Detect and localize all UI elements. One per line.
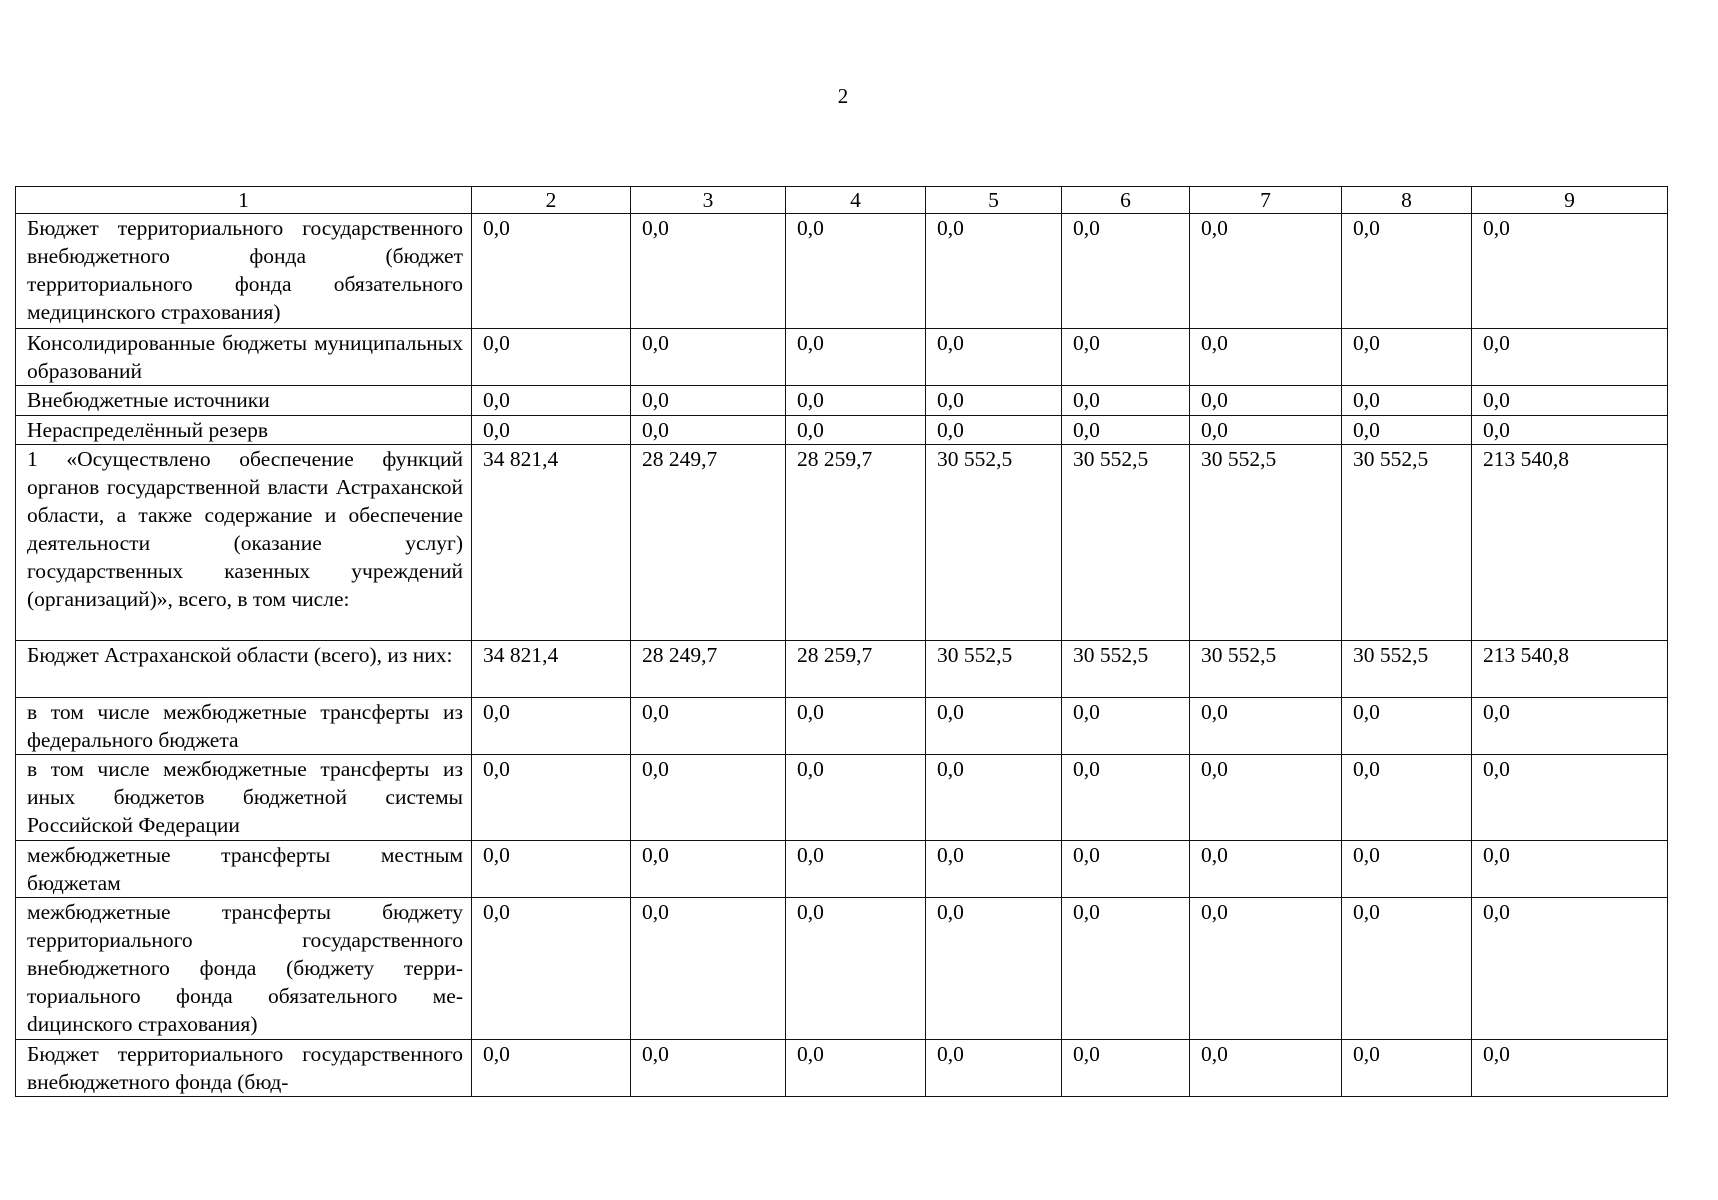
table-row [16,898,1668,1040]
value-cell-col-6: 0,0 [1062,841,1190,898]
value-cell-col-3: 0,0 [631,755,786,841]
value-cell-col-8: 30 552,5 [1342,641,1472,698]
column-header-2: 2 [472,187,631,214]
value-cell-col-2: 0,0 [472,755,631,841]
row-label: межбюджетные трансферты местным бюджетам [16,841,472,898]
row-label: в том числе межбюджетные трансферты из иных бюджетов бюджетной системы Российской Федерации [16,755,472,841]
value-cell-col-2: 34 821,4 [472,641,631,698]
value-cell-col-8: 0,0 [1342,386,1472,416]
value-cell-col-9: 213 540,8 [1472,641,1668,698]
value-cell-col-5: 0,0 [926,386,1062,416]
value-cell-col-2: 0,0 [472,386,631,416]
value-cell-col-6: 0,0 [1062,214,1190,329]
value-cell-col-8: 0,0 [1342,755,1472,841]
value-cell-col-2: 34 821,4 [472,445,631,641]
value-cell-col-5: 30 552,5 [926,641,1062,698]
value-cell-col-9: 0,0 [1472,698,1668,755]
value-cell-col-4: 0,0 [786,755,926,841]
value-cell-col-3: 28 249,7 [631,445,786,641]
column-header-3: 3 [631,187,786,214]
column-header-1: 1 [16,187,472,214]
table-row [16,214,1668,329]
value-cell-col-2: 0,0 [472,841,631,898]
row-label: Бюджет территориального государственного внебюджетного фонда (бюджет территориального фонда обязательного медицинского страхования) [16,214,472,329]
value-cell-col-4: 0,0 [786,841,926,898]
value-cell-col-7: 0,0 [1190,841,1342,898]
value-cell-col-4: 0,0 [786,416,926,445]
value-cell-col-7: 0,0 [1190,698,1342,755]
value-cell-col-8: 0,0 [1342,698,1472,755]
value-cell-col-5: 0,0 [926,841,1062,898]
value-cell-col-5: 0,0 [926,698,1062,755]
value-cell-col-9: 0,0 [1472,841,1668,898]
value-cell-col-8: 0,0 [1342,1040,1472,1097]
row-label: межбюджетные трансферты бюджету территориального государственного внебюджетного фонда (бюджету территориального фонда обязательного меdицинского страхования) [16,898,472,1040]
value-cell-col-8: 0,0 [1342,898,1472,1040]
row-label: Нераспределённый резерв [16,416,472,445]
value-cell-col-4: 0,0 [786,1040,926,1097]
value-cell-col-3: 0,0 [631,698,786,755]
row-label: Бюджет территориального государственного внебюджетного фонда (бюд- [16,1040,472,1097]
value-cell-col-3: 0,0 [631,416,786,445]
table-row [16,329,1668,386]
value-cell-col-7: 0,0 [1190,386,1342,416]
value-cell-col-7: 0,0 [1190,755,1342,841]
value-cell-col-5: 0,0 [926,755,1062,841]
table-header [16,187,1668,214]
value-cell-col-6: 0,0 [1062,329,1190,386]
value-cell-col-3: 0,0 [631,214,786,329]
row-label: 1 «Осуществлено обеспечение функций органов государственной власти Астраханской области, а также содержание и обеспечение деятельности (оказание услуг) государственных казенных учреждений (организаций)», всего, в том числе: [16,445,472,641]
value-cell-col-5: 30 552,5 [926,445,1062,641]
value-cell-col-4: 0,0 [786,214,926,329]
value-cell-col-9: 213 540,8 [1472,445,1668,641]
value-cell-col-7: 0,0 [1190,329,1342,386]
value-cell-col-7: 0,0 [1190,1040,1342,1097]
column-header-4: 4 [786,187,926,214]
row-label: Внебюджетные источники [16,386,472,416]
value-cell-col-9: 0,0 [1472,214,1668,329]
value-cell-col-6: 0,0 [1062,1040,1190,1097]
column-header-8: 8 [1342,187,1472,214]
budget-table [15,186,1668,1097]
value-cell-col-6: 30 552,5 [1062,445,1190,641]
value-cell-col-4: 0,0 [786,386,926,416]
table-row [16,386,1668,416]
value-cell-col-4: 0,0 [786,898,926,1040]
value-cell-col-3: 0,0 [631,1040,786,1097]
table-row [16,445,1668,641]
table-body [16,214,1668,1097]
value-cell-col-4: 28 259,7 [786,641,926,698]
value-cell-col-7: 0,0 [1190,214,1342,329]
page-number: 2 [837,84,849,108]
value-cell-col-3: 28 249,7 [631,641,786,698]
value-cell-col-9: 0,0 [1472,898,1668,1040]
value-cell-col-2: 0,0 [472,214,631,329]
value-cell-col-9: 0,0 [1472,1040,1668,1097]
column-header-6: 6 [1062,187,1190,214]
row-label: в том числе межбюджетные трансферты из федерального бюджета [16,698,472,755]
table-row [16,841,1668,898]
value-cell-col-8: 0,0 [1342,841,1472,898]
value-cell-col-9: 0,0 [1472,755,1668,841]
value-cell-col-7: 30 552,5 [1190,445,1342,641]
value-cell-col-2: 0,0 [472,329,631,386]
value-cell-col-9: 0,0 [1472,329,1668,386]
value-cell-col-2: 0,0 [472,898,631,1040]
value-cell-col-8: 0,0 [1342,329,1472,386]
value-cell-col-4: 28 259,7 [786,445,926,641]
value-cell-col-6: 0,0 [1062,386,1190,416]
value-cell-col-4: 0,0 [786,329,926,386]
row-label: Бюджет Астраханской области (всего), из них: [16,641,472,698]
header-row [16,187,1668,214]
column-header-9: 9 [1472,187,1668,214]
value-cell-col-5: 0,0 [926,1040,1062,1097]
value-cell-col-9: 0,0 [1472,386,1668,416]
value-cell-col-7: 30 552,5 [1190,641,1342,698]
table-row [16,755,1668,841]
value-cell-col-6: 0,0 [1062,755,1190,841]
value-cell-col-3: 0,0 [631,386,786,416]
table-row [16,416,1668,445]
column-header-5: 5 [926,187,1062,214]
value-cell-col-8: 0,0 [1342,416,1472,445]
value-cell-col-5: 0,0 [926,329,1062,386]
table-row [16,1040,1668,1097]
value-cell-col-6: 0,0 [1062,898,1190,1040]
table-row [16,641,1668,698]
value-cell-col-7: 0,0 [1190,898,1342,1040]
value-cell-col-2: 0,0 [472,698,631,755]
row-label: Консолидированные бюджеты муниципальных образований [16,329,472,386]
value-cell-col-5: 0,0 [926,898,1062,1040]
value-cell-col-5: 0,0 [926,214,1062,329]
value-cell-col-7: 0,0 [1190,416,1342,445]
value-cell-col-5: 0,0 [926,416,1062,445]
value-cell-col-6: 30 552,5 [1062,641,1190,698]
value-cell-col-6: 0,0 [1062,416,1190,445]
value-cell-col-3: 0,0 [631,841,786,898]
value-cell-col-6: 0,0 [1062,698,1190,755]
value-cell-col-8: 0,0 [1342,214,1472,329]
value-cell-col-9: 0,0 [1472,416,1668,445]
column-header-7: 7 [1190,187,1342,214]
value-cell-col-4: 0,0 [786,698,926,755]
value-cell-col-3: 0,0 [631,329,786,386]
value-cell-col-3: 0,0 [631,898,786,1040]
value-cell-col-2: 0,0 [472,1040,631,1097]
table-row [16,698,1668,755]
value-cell-col-2: 0,0 [472,416,631,445]
value-cell-col-8: 30 552,5 [1342,445,1472,641]
